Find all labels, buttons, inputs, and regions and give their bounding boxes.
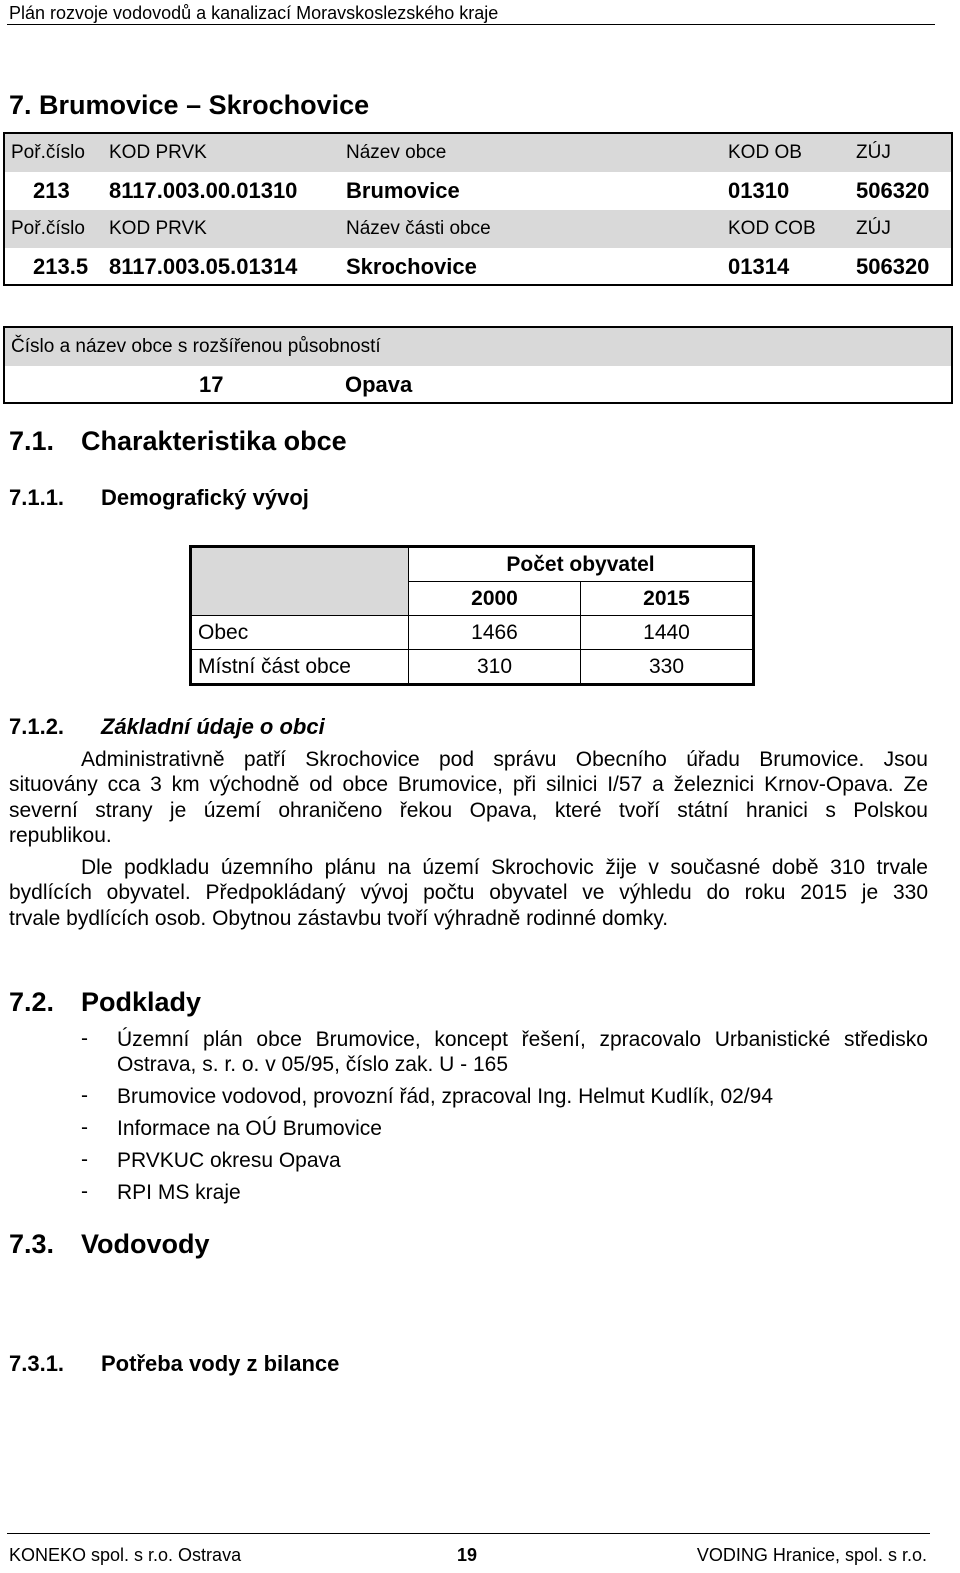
population-header: Počet obyvatel [409, 547, 754, 582]
code-row-2-labels [5, 210, 951, 248]
list-bullet: - [81, 1116, 88, 1139]
heading-7-2-num: 7.2. [9, 987, 55, 1017]
heading-7-3-1-num: 7.3.1. [9, 1351, 65, 1376]
row-value: 1466 [409, 616, 581, 650]
orp-label: Číslo a název obce s rozšířenou působností [11, 336, 381, 357]
paragraph-1-line: republikou. [9, 824, 112, 847]
orp-name: Opava [345, 372, 413, 397]
label-cell: KOD PRVK [109, 142, 207, 163]
value-cell: 506320 [856, 254, 930, 279]
list-item: Ostrava, s. r. o. v 05/95, číslo zak. U - 165 [117, 1053, 508, 1076]
code-row-1-values [5, 172, 951, 210]
list-item: Územní plán obce Brumovice, koncept řešení, zpracovalo Urbanistické středisko [117, 1028, 928, 1051]
value-cell: 8117.003.05.01314 [109, 254, 298, 279]
header-rule [7, 24, 935, 25]
heading-7-1-num: 7.1. [9, 426, 55, 456]
list-item: PRVKUC okresu Opava [117, 1149, 341, 1172]
paragraph-2-line: bydlících obyvatel. Předpokládaný vývoj počtu obyvatel ve výhledu do roku 2015 je 330 [9, 881, 928, 904]
label-cell: Poř.číslo [11, 218, 85, 239]
list-bullet: - [81, 1027, 88, 1050]
row-value: 310 [409, 650, 581, 685]
table-row [191, 650, 754, 685]
value-cell: Brumovice [346, 178, 460, 203]
heading-7-3-title: Vodovody [81, 1229, 210, 1259]
paragraph-2-line: Dle podkladu územního plánu na území Skrochovic žije v současné době 310 trvale [81, 856, 928, 879]
value-cell: Skrochovice [346, 254, 477, 279]
heading-7-1-2-title: Základní údaje o obci [101, 714, 325, 739]
code-table [3, 132, 953, 286]
list-bullet: - [81, 1084, 88, 1107]
year-header: 2000 [409, 582, 581, 616]
year-header: 2015 [581, 582, 754, 616]
page-number: 19 [457, 1545, 478, 1565]
label-cell: Název části obce [346, 218, 491, 239]
list-item: Brumovice vodovod, provozní řád, zpracoval Ing. Helmut Kudlík, 02/94 [117, 1085, 774, 1108]
paragraph-1-line: severní strany je území ohraničeno řekou Opava, které tvoří státní hranici s Polskou [9, 799, 928, 822]
label-cell: KOD OB [728, 142, 802, 163]
code-row-2-values [5, 248, 951, 286]
value-cell: 01310 [728, 178, 790, 203]
value-cell: 213.5 [33, 254, 89, 279]
orp-table [3, 326, 953, 404]
label-cell: KOD COB [728, 218, 816, 239]
footer-rule [7, 1533, 930, 1534]
page-header: Plán rozvoje vodovodů a kanalizací Moravskoslezského kraje [9, 3, 499, 23]
paragraph-1-line: situovány cca 3 km východně od obce Brumovice, při silnici I/57 a železnici Krnov-Opava. Ze [9, 773, 928, 796]
paragraph-2-line: trvale bydlících osob. Obytnou zástavbu tvoří výhradně rodinné domky. [9, 907, 669, 930]
row-label: Obec [191, 616, 409, 650]
heading-7-1-1-num: 7.1.1. [9, 485, 65, 510]
list-item: RPI MS kraje [117, 1181, 241, 1204]
list-item: Informace na OÚ Brumovice [117, 1117, 382, 1140]
blank-header-cell [191, 547, 409, 616]
heading-7-3-num: 7.3. [9, 1229, 55, 1259]
heading-7-1-2-num: 7.1.2. [9, 714, 65, 739]
heading-7-1-title: Charakteristika obce [81, 426, 347, 456]
section-title: 7. Brumovice – Skrochovice [9, 90, 370, 120]
label-cell: Název obce [346, 142, 447, 163]
heading-7-2-title: Podklady [81, 987, 202, 1017]
value-cell: 213 [33, 178, 70, 203]
code-row-1-labels [5, 134, 951, 172]
row-value: 1440 [581, 616, 754, 650]
label-cell: ZÚJ [856, 218, 891, 239]
label-cell: ZÚJ [856, 142, 891, 163]
row-value: 330 [581, 650, 754, 685]
value-cell: 01314 [728, 254, 790, 279]
footer-left: KONEKO spol. s r.o. Ostrava [9, 1545, 242, 1565]
list-bullet: - [81, 1180, 88, 1203]
heading-7-3-1-title: Potřeba vody z bilance [101, 1351, 340, 1376]
population-table [189, 545, 755, 686]
label-cell: KOD PRVK [109, 218, 207, 239]
value-cell: 506320 [856, 178, 930, 203]
table-row [191, 616, 754, 650]
heading-7-1-1-title: Demografický vývoj [101, 485, 309, 510]
footer-right: VODING Hranice, spol. s r.o. [696, 1545, 927, 1565]
row-label: Místní část obce [191, 650, 409, 685]
value-cell: 8117.003.00.01310 [109, 178, 298, 203]
label-cell: Poř.číslo [11, 142, 85, 163]
list-bullet: - [81, 1148, 88, 1171]
paragraph-1-line: Administrativně patří Skrochovice pod správu Obecního úřadu Brumovice. Jsou [81, 748, 928, 771]
orp-header [5, 328, 951, 366]
orp-number: 17 [199, 372, 224, 397]
